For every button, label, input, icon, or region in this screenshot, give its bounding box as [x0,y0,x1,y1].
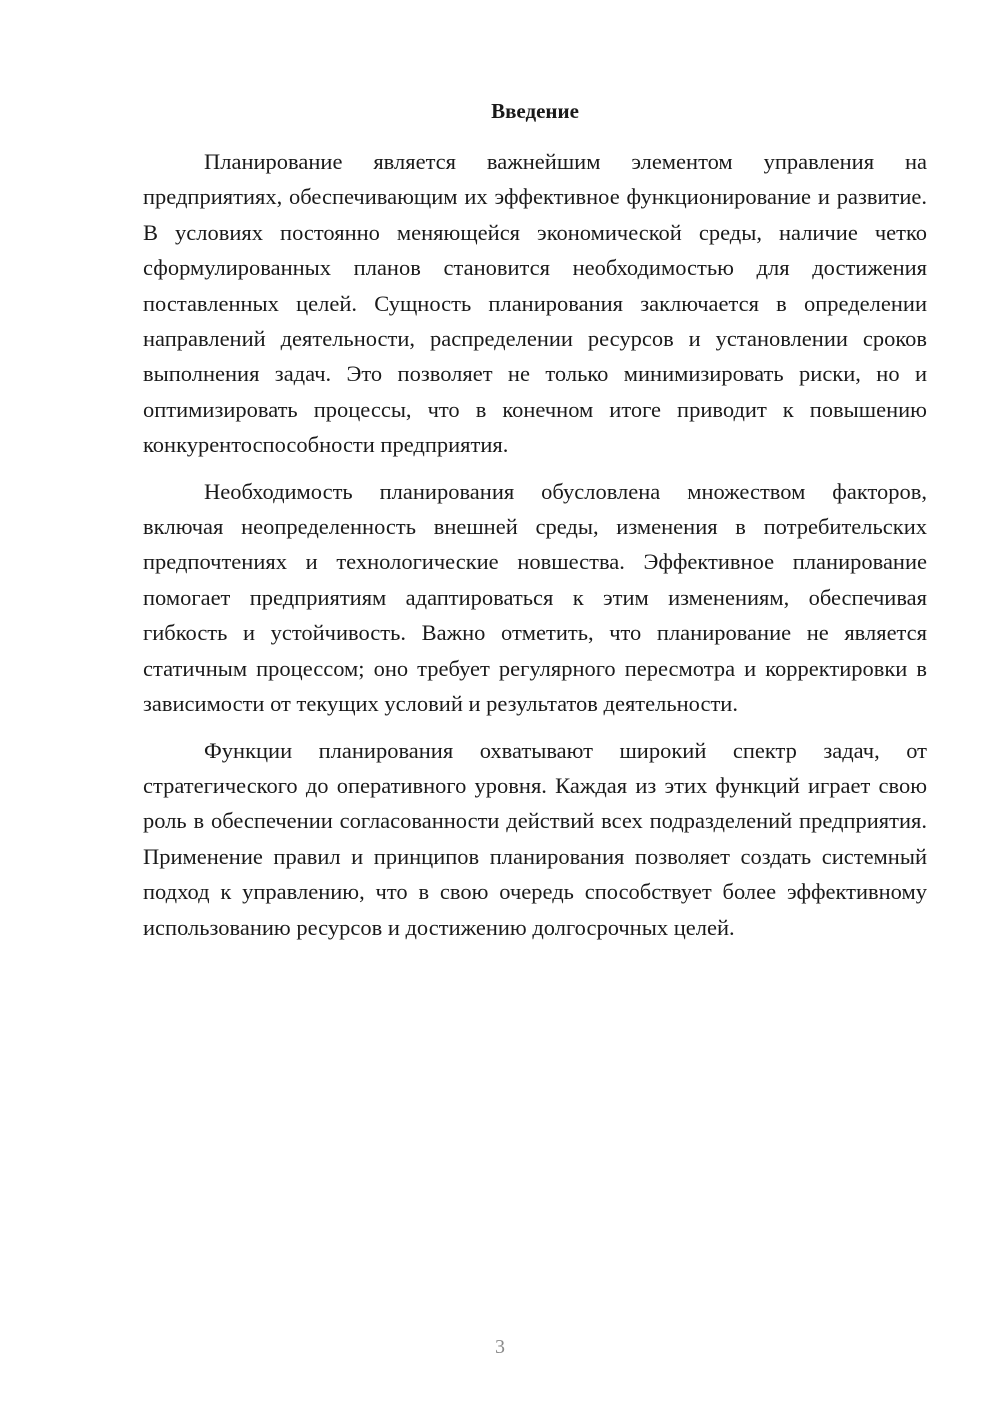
section-title: Введение [491,99,579,123]
paragraph-3: Функции планирования охватывают широкий спектр задач, от стратегического до оперативного уровня. Каждая из этих функций играет свою роль в обеспечении согласованности действий всех подразделений предприятия. Применение правил и принципов планирования позволяет создать системный подход к управлению, что в свою очередь способствует более эффективному использованию ресурсов и достижению долгосрочных целей. [143,737,927,940]
document-body [143,96,927,945]
paragraph-2: Необходимость планирования обусловлена множеством факторов, включая неопределенность внешней среды, изменения в потребительских предпочтениях и технологические новшества. Эффективное планирование помогает предприятиям адаптироваться к этим изменениям, обеспечивая гибкость и устойчивость. Важно отметить, что планирование не является статичным процессом; оно требует регулярного пересмотра и корректировки в зависимости от текущих условий и результатов деятельности. [143,478,927,717]
page-number: 3 [495,1336,505,1358]
paragraph-1: Планирование является важнейшим элементом управления на предприятиях, обеспечивающим их эффективное функционирование и развитие. В условиях постоянно меняющейся экономической среды, наличие четко сформулированных планов становится необходимостью для достижения поставленных целей. Сущность планирования заключается в определении направлений деятельности, распределении ресурсов и установлении сроков выполнения задач. Это позволяет не только минимизировать риски, но и оптимизировать процессы, что в конечном итоге приводит к повышению конкурентоспособности предприятия. [143,149,927,458]
